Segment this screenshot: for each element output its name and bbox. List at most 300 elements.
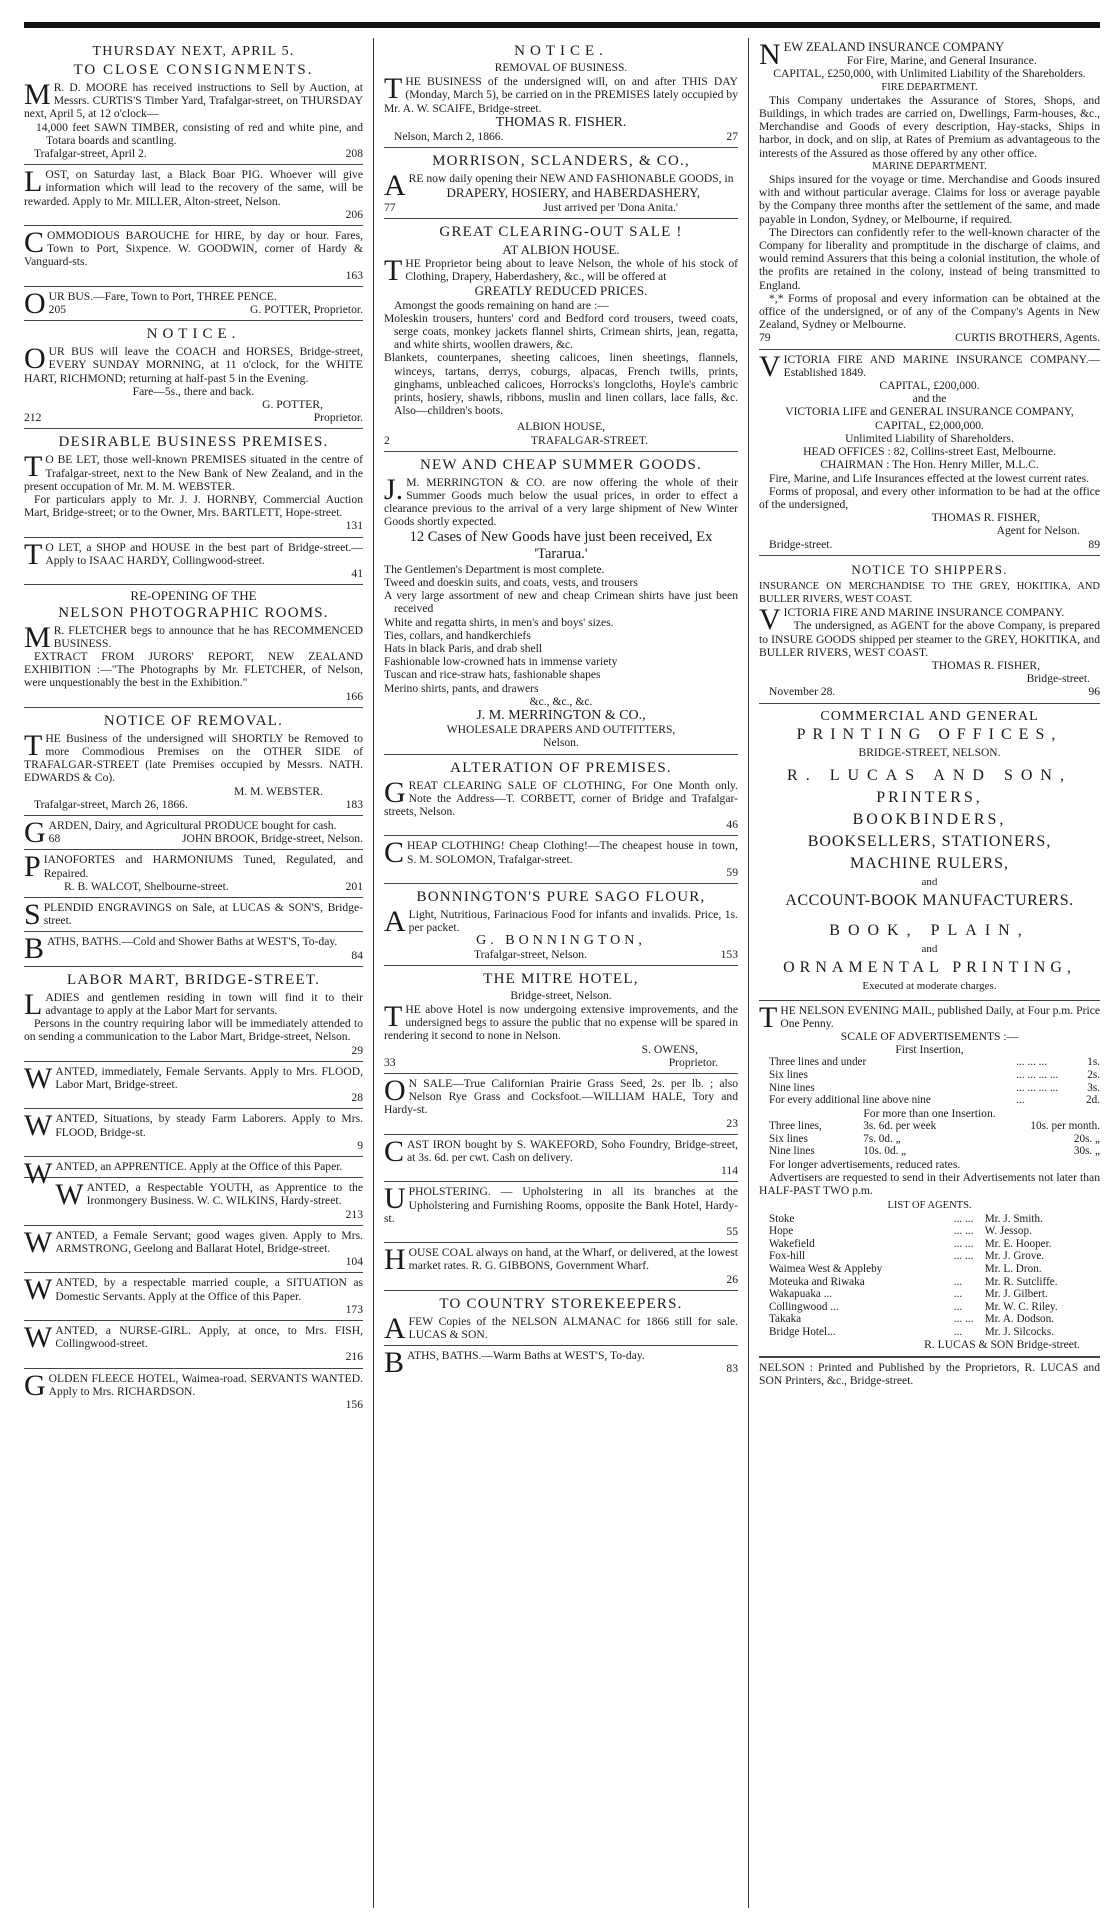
agent-name: Mr. W. C. Riley.	[984, 1300, 1058, 1313]
albion-sign2: TRAFALGAR-STREET.	[530, 433, 648, 447]
agent-name: Mr. J. Smith.	[984, 1212, 1043, 1225]
barouche-num: 163	[345, 268, 363, 282]
mail-lucas: R. LUCAS & SON Bridge-street.	[924, 1338, 1080, 1352]
sago-title: BONNINGTON'S PURE SAGO FLOUR,	[416, 888, 706, 905]
premises-title: DESIRABLE BUSINESS PREMISES.	[58, 434, 329, 451]
baths-ad	[24, 932, 363, 966]
sago-sign2: Trafalgar-street, Nelson.	[474, 947, 587, 961]
mitre-body: THE above Hotel is now undergoing extensive improvements, and the undersigned begs to assure the public that no expense will be spared in rendering it second to none in Nelson.	[384, 999, 738, 1043]
engravings-ad	[24, 898, 363, 932]
agent-place: Takaka	[769, 1313, 802, 1326]
country-title: TO COUNTRY STOREKEEPERS.	[439, 1295, 683, 1312]
victoria-unlimited: Unlimited Liability of Shareholders.	[845, 431, 1014, 445]
rate-b: 20s. „	[1073, 1132, 1100, 1145]
bus-notice-num: 212	[24, 411, 42, 425]
labor-mart-ad	[24, 967, 363, 1062]
uphol-body: UPHOLSTERING. — Upholstering in all its branches at the Upholstering and Furnishing Rooms, opposite the Bank Hotel, Hardy-st.	[384, 1182, 738, 1225]
evening-mail-ad	[759, 1001, 1100, 1357]
shippers-body: The undersigned, as AGENT for the above Company, is prepared to INSURE GOODS shipped per steamer to the GREY, HOKITIKA, and BULLER RIVERS, WEST COAST.	[759, 619, 1100, 659]
sago-sign1: G. BONNINGTON,	[476, 933, 646, 949]
labor-title: LABOR MART, BRIDGE-STREET.	[66, 971, 321, 988]
printing-t1: COMMERCIAL AND GENERAL	[820, 708, 1039, 724]
premises-body1: TO BE LET, those well-known PREMISES situated in the centre of Trafalgar-street, next to the New Bank of New Zealand, and in the present occupation of Mr. M. M. WEBSTER.	[24, 450, 363, 493]
agent-row	[759, 1225, 1100, 1238]
nzins-forms: *,* Forms of proposal and every information can be obtained at the office of the undersigned, or of any of the Company's Agents in New Zealand, Sydney or Melbourne.	[759, 291, 1100, 332]
mitre-sign2: Proprietor.	[668, 1055, 718, 1069]
rates-table-first	[759, 1056, 1100, 1106]
albion-sign1: ALBION HOUSE,	[516, 420, 606, 434]
victoria-chair: CHAIRMAN : The Hon. Henry Miller, M.L.C.	[820, 458, 1039, 472]
morrison-num: 77	[384, 200, 396, 214]
rate-row	[759, 1094, 1100, 1107]
rate-row	[759, 1120, 1100, 1133]
agent-dots: ...	[953, 1325, 963, 1338]
printing-t11: BOOK, PLAIN,	[829, 922, 1030, 940]
merrington-ad	[384, 452, 738, 755]
fisher-notice-title: NOTICE.	[514, 43, 608, 59]
rate-a: 3s. 6d. per week	[863, 1119, 937, 1132]
garden-sign: JOHN BROOK, Bridge-street, Nelson.	[182, 832, 363, 846]
piano-num: 201	[345, 879, 363, 893]
alteration-ad	[384, 755, 738, 837]
rate-row	[759, 1082, 1100, 1095]
agent-row	[759, 1250, 1100, 1263]
albion-list2: Blankets, counterpanes, sheeting calicoes, linen sheetings, flannels, winceys, tartans, derrys, coburgs, alpacas, French twills, prints, ginghams, unbleached calicoes, Horrocks's longcloths, Hoyle's cambric prints, hosiery, shawls, ribbons, muslin and linen collars, lace falls, &c. Also—children's boots.	[384, 351, 738, 418]
w7-body: WANTED, a NURSE-GIRL. Apply, at once, to Mrs. FISH, Collingwood-street.	[24, 1321, 363, 1355]
agent-place: Moteuka and Riwaka	[769, 1275, 865, 1288]
nzins-marinebody: Ships insured for the voyage or time. Merchandise and Goods insured with and without particular average. Claims for loss or average payable by the Company three months after the settlement of the same, and made payable in London, Sydney, or Melbourne, if required.	[759, 173, 1100, 226]
agent-dots	[954, 1263, 985, 1276]
mitre-ad	[384, 966, 738, 1074]
imprint-text: NELSON : Printed and Published by the Proprietors, R. LUCAS and SON Printers, &c., Bridge-street.	[759, 1360, 1100, 1387]
iron-num: 114	[721, 1164, 738, 1178]
photo-ad	[24, 585, 363, 707]
labor-body1: LADIES and gentlemen residing in town will find it to their advantage to apply at the Labor Mart for servants.	[24, 987, 363, 1021]
bus-fare-ad	[24, 287, 363, 321]
w6-num: 173	[345, 1302, 363, 1316]
shippers-ad	[759, 556, 1100, 704]
rate-b: 10s. per month.	[1030, 1119, 1100, 1132]
rate-a: 10s. 0d. „	[863, 1145, 907, 1158]
rate-a: 7s. 0d. „	[863, 1132, 901, 1145]
morrison-arrived: Just arrived per 'Dona Anita.'	[543, 200, 678, 214]
w4-body: WANTED, a Respectable YOUTH, as Apprentice to the Ironmongery Business. W. C. WILKINS, Hardy-street.	[55, 1178, 363, 1212]
garden-num: 68	[48, 832, 61, 846]
printing-t13: ORNAMENTAL PRINTING,	[783, 959, 1076, 977]
merrington-etc: &c., &c., &c.	[529, 694, 593, 708]
agent-name: Mr. A. Dodson.	[984, 1313, 1055, 1326]
iron-ad	[384, 1135, 738, 1183]
merrington-body: J.M. MERRINGTON & CO. are now offering the whole of their Summer Goods much below the usual prices, in order to effect a clearance previous to the arrival of a very large shipment of New Winter Goods shortly expected.	[384, 472, 738, 529]
agent-name: Mr. E. Hooper.	[984, 1237, 1052, 1250]
w2-body: WANTED, Situations, by steady Farm Laborers. Apply to Mrs. FLOOD, Bridge-st.	[24, 1109, 363, 1143]
rate-label: Six lines	[769, 1132, 808, 1145]
barouche-ad	[24, 226, 363, 287]
moore-date: THURSDAY NEXT, APRIL 5.	[92, 44, 295, 59]
wanted-4-ad	[24, 1178, 363, 1226]
printing-t2: PRINTING OFFICES,	[796, 725, 1063, 743]
rate-price: 2d.	[1086, 1094, 1100, 1107]
agent-dots: ... ...	[953, 1212, 974, 1225]
grass-body: ON SALE—True Californian Prairie Grass Seed, 2s. per lb. ; also Nelson Rye Grass and Cocksfoot.—WILLIAM HALE, Tory and Hardy-st.	[384, 1073, 738, 1117]
merrington-sign2: WHOLESALE DRAPERS AND OUTFITTERS,	[446, 723, 676, 737]
rate-label: Six lines	[769, 1068, 808, 1081]
agent-row	[759, 1238, 1100, 1251]
agent-place: Fox-hill	[769, 1250, 806, 1263]
nzins-directors: The Directors can confidently refer to the well-known character of the Company for liberality and promptitude in the discharge of claims, and would remind Assurers that this being a colonial institution, the whole of the profits are retained in the colony, instead of being transmitted to England.	[759, 225, 1100, 292]
rate-label: Nine lines	[769, 1145, 815, 1158]
agent-row	[759, 1301, 1100, 1314]
agent-row	[759, 1326, 1100, 1339]
rate-row	[759, 1056, 1100, 1069]
rates-table-more	[759, 1120, 1100, 1158]
mail-request: Advertisers are requested to send in their Advertisements not later than HALF-PAST TWO p.m.	[759, 1170, 1100, 1198]
garden-ad	[24, 816, 363, 850]
rate-price: 1s.	[1087, 1056, 1100, 1069]
agent-row	[759, 1288, 1100, 1301]
engravings-body: SPLENDID ENGRAVINGS on Sale, at LUCAS & SON'S, Bridge-street.	[24, 897, 363, 931]
golden-num: 156	[345, 1398, 363, 1412]
agent-dots: ...	[953, 1275, 963, 1288]
bus-body: OUR BUS.—Fare, Town to Port, THREE PENCE.	[24, 286, 277, 320]
printing-t14: Executed at moderate charges.	[862, 980, 997, 993]
rate-dots: ... ... ... ...	[1016, 1081, 1059, 1094]
merrington-cases: 12 Cases of New Goods have just been received, Ex 'Tararua.'	[409, 528, 713, 562]
printing-t10: ACCOUNT-BOOK MANUFACTURERS.	[785, 892, 1074, 910]
shop-ad	[24, 538, 363, 586]
albion-title: GREAT CLEARING-OUT SALE !	[439, 223, 683, 240]
fisher-notice-num: 27	[726, 130, 738, 144]
victoria-num: 89	[1088, 537, 1100, 551]
w4-num: 213	[345, 1207, 363, 1221]
morrison-body: ARE now daily opening their NEW AND FASHIONABLE GOODS, in	[384, 169, 734, 203]
nzins-capital: CAPITAL, £250,000, with Unlimited Liability of the Shareholders.	[773, 67, 1086, 81]
uphol-num: 55	[726, 1225, 738, 1239]
victoria-cap2: CAPITAL, £2,000,000.	[875, 418, 984, 432]
w5-body: WANTED, a Female Servant; good wages given. Apply to Mrs. ARMSTRONG, Geelong and Ballarat Hotel, Bridge-street.	[24, 1225, 363, 1259]
victoria-sign2: Agent for Nelson.	[996, 524, 1080, 538]
baths-body: BATHS, BATHS.—Cold and Shower Baths at WEST'S, To-day.	[24, 932, 338, 966]
agent-name: Mr. J. Silcocks.	[984, 1325, 1055, 1338]
agent-place: Stoke	[769, 1212, 795, 1225]
photo-body2: EXTRACT FROM JURORS' REPORT, NEW ZEALAND EXHIBITION :—"The Photographs by Mr. FLETCHER, of Nelson, were unquestionably the best in the Exhibition."	[24, 649, 363, 690]
rate-row	[759, 1133, 1100, 1146]
printing-t12: and	[921, 943, 938, 956]
agent-name: W. Jessop.	[984, 1225, 1032, 1238]
merrington-item: Merino shirts, pants, and drawers	[384, 681, 539, 695]
mitre-num: 33	[384, 1055, 396, 1069]
victoria-sign1: THOMAS R. FISHER,	[931, 511, 1040, 525]
coal-num: 26	[726, 1272, 738, 1286]
nzins-sub: For Fire, Marine, and General Insurance.	[846, 54, 1037, 68]
agent-name: Mr. J. Grove.	[984, 1250, 1045, 1263]
coal-body: HOUSE COAL always on hand, at the Wharf, or delivered, at the lowest market rates. R. G. GIBBONS, Government Wharf.	[384, 1243, 738, 1277]
pig-num: 206	[345, 207, 363, 221]
agent-name: Mr. J. Gilbert.	[984, 1288, 1048, 1301]
victoria-ad	[759, 350, 1100, 556]
shop-num: 41	[351, 567, 363, 581]
alteration-title: ALTERATION OF PREMISES.	[450, 759, 672, 776]
alteration-body: GREAT CLEARING SALE OF CLOTHING, For One Month only. Note the Address—T. CORBETT, corner of Bridge and Trafalgar-streets, Nelson.	[384, 775, 738, 818]
rate-row	[759, 1145, 1100, 1158]
albion-list1: Moleskin trousers, hunters' cord and Bedford cord trousers, tweed coats, serge coats, monkey jackets flannel shirts, Crimean shirts, jean, regatta, and white shirts, woollen drawers, &c.	[384, 311, 738, 352]
upholstering-ad	[384, 1182, 738, 1243]
removal-sign: M. M. WEBSTER.	[233, 784, 323, 798]
labor-body2: Persons in the country requiring labor will be immediately attended to on sending a communication to the Labor Mart, Bridge-street, Nelson.	[24, 1017, 363, 1044]
agent-dots: ...	[953, 1300, 963, 1313]
moore-num: 208	[345, 147, 363, 161]
agent-row	[759, 1313, 1100, 1326]
w6-body: WANTED, by a respectable married couple, a SITUATION as Domestic Servants. Apply at the Office of this Paper.	[24, 1273, 363, 1307]
golden-body: GOLDEN FLEECE HOTEL, Waimea-road. SERVANTS WANTED. Apply to Mrs. RICHARDSON.	[24, 1368, 363, 1402]
bus-notice-sign2: Proprietor.	[313, 411, 363, 425]
merrington-item: Fashionable low-crowned hats in immense variety	[384, 655, 618, 669]
warm-baths-num: 83	[726, 1362, 738, 1376]
wanted-1-ad	[24, 1062, 363, 1110]
nz-insurance-ad	[759, 38, 1100, 350]
agent-name: Mr. R. Sutcliffe.	[984, 1275, 1058, 1288]
agent-name: Mr. L. Dron.	[984, 1262, 1042, 1275]
garden-body: GARDEN, Dairy, and Agricultural PRODUCE bought for cash.	[24, 815, 337, 849]
fisher-notice-sign: THOMAS R. FISHER.	[495, 114, 627, 130]
labor-num: 29	[351, 1043, 363, 1057]
merrington-sign3: Nelson.	[543, 736, 579, 750]
piano-ad	[24, 850, 363, 898]
fisher-notice-sub: REMOVAL OF BUSINESS.	[494, 62, 628, 74]
lost-pig-ad	[24, 165, 363, 226]
printing-t3: BRIDGE-STREET, NELSON.	[858, 746, 1001, 759]
cheap-clothing-ad	[384, 836, 738, 884]
morrison-title: MORRISON, SCLANDERS, & CO.,	[432, 153, 690, 170]
agent-dots: ... ...	[953, 1237, 974, 1250]
photo-body1: MR. FLETCHER begs to announce that he has RECOMMENCED BUSINESS.	[24, 620, 363, 654]
printing-t6: BOOKBINDERS,	[852, 810, 1007, 828]
victoria-head: HEAD OFFICES : 82, Collins-street East, Melbourne.	[803, 445, 1056, 459]
top-rule	[24, 22, 1100, 28]
removal-title: NOTICE OF REMOVAL.	[103, 712, 284, 729]
printing-t5: PRINTERS,	[876, 788, 983, 806]
moore-body: MR. D. MOORE has received instructions to Sell by Auction, at Messrs. CURTIS'S Timber Yard, Trafalgar-street, on THURSDAY next, April 5, at 12 o'clock—	[24, 78, 363, 121]
albion-prices: GREATLY REDUCED PRICES.	[474, 283, 648, 299]
shop-body: TO LET, a SHOP and HOUSE in the best part of Bridge-street.—Apply to ISAAC HARDY, Collingwood-street.	[24, 537, 363, 571]
printing-t7: BOOKSELLERS, STATIONERS,	[807, 832, 1052, 850]
mail-agents-title: LIST OF AGENTS.	[887, 1200, 972, 1212]
piano-body: PIANOFORTES and HARMONIUMS Tuned, Regulated, and Repaired.	[24, 850, 363, 884]
nzins-fire: FIRE DEPARTMENT.	[881, 81, 978, 93]
columns	[24, 38, 1100, 1908]
printing-t8: MACHINE RULERS,	[849, 854, 1009, 872]
merrington-sign1: J. M. MERRINGTON & CO.,	[476, 707, 646, 723]
merrington-item: Hats in black Paris, and drab shell	[384, 641, 543, 655]
wanted-3-ad	[24, 1157, 363, 1190]
pig-body: LOST, on Saturday last, a Black Boar PIG. Whoever will give information which will lead to the recovery of the same, will be rewarded. Apply to Mr. MILLER, Alton-street, Nelson.	[24, 165, 363, 208]
mail-body: THE NELSON EVENING MAIL, published Daily, at Four p.m. Price One Penny.	[759, 1000, 1100, 1034]
agent-row	[759, 1263, 1100, 1276]
victoria-cap1: CAPITAL, £200,000.	[879, 379, 980, 393]
rate-price: 2s.	[1087, 1068, 1100, 1081]
shippers-place: November 28.	[769, 685, 836, 699]
mitre-sub: Bridge-street, Nelson.	[510, 989, 612, 1002]
warm-baths-body: BATHS, BATHS.—Warm Baths at WEST'S, To-day.	[384, 1346, 645, 1380]
victoria-place: Bridge-street.	[769, 537, 833, 551]
premises-body2: For particulars apply to Mr. J. J. HORNBY, Commercial Auction Mart, Bridge-street; or to the Owner, Mrs. BARTLETT, Hope-street.	[24, 493, 363, 520]
mitre-sign1: S. OWENS,	[641, 1042, 698, 1056]
bus-sign: G. POTTER, Proprietor.	[249, 303, 363, 317]
bus-notice-ad	[24, 321, 363, 429]
agent-row	[759, 1213, 1100, 1226]
merrington-items	[384, 576, 738, 695]
fisher-notice-place: Nelson, March 2, 1866.	[394, 130, 504, 144]
agents-table	[759, 1213, 1100, 1339]
morrison-ad	[384, 148, 738, 219]
shippers-sign1: THOMAS R. FISHER,	[931, 658, 1040, 672]
sago-body: ALight, Nutritious, Farinacious Food for infants and invalids. Price, 1s. per packet.	[384, 904, 738, 938]
wanted-7-ad	[24, 1321, 363, 1369]
photo-title2: NELSON PHOTOGRAPHIC ROOMS.	[58, 604, 329, 621]
printing-t4: R. LUCAS AND SON,	[787, 766, 1072, 784]
printing-t9: and	[921, 875, 938, 888]
baths-num: 84	[351, 948, 363, 962]
w2-num: 9	[357, 1138, 363, 1152]
merrington-gent: The Gentlemen's Department is most complete.	[384, 562, 605, 576]
bus-notice-fare: Fare—5s., there and back.	[132, 384, 255, 398]
nzins-num: 79	[759, 331, 771, 345]
bus-notice-body: OUR BUS will leave the COACH and HORSES, Bridge-street, EVERY SUNDAY MORNING, at 11 o'clock, for the WHITE HART, RICHMOND; returning at half-past 5 in the Evening.	[24, 342, 363, 385]
moore-title: TO CLOSE CONSIGNMENTS.	[73, 62, 314, 78]
rate-label: Nine lines	[769, 1081, 815, 1094]
grass-num: 23	[726, 1116, 738, 1130]
agent-dots: ... ...	[953, 1225, 974, 1238]
albion-ad	[384, 219, 738, 452]
rate-row	[759, 1069, 1100, 1082]
agent-dots: ...	[953, 1288, 963, 1301]
merrington-item: Ties, collars, and handkerchiefs	[384, 628, 531, 642]
sago-num: 153	[720, 947, 738, 961]
wanted-6-ad	[24, 1273, 363, 1321]
agent-place: Collingwood ...	[769, 1300, 839, 1313]
agent-place: Wakefield	[769, 1237, 815, 1250]
bus-notice-title: NOTICE.	[146, 326, 241, 343]
victoria-title2: VICTORIA LIFE and GENERAL INSURANCE COMPANY,	[785, 405, 1074, 419]
albion-sub: AT ALBION HOUSE.	[502, 241, 620, 257]
merrington-item: Tweed and doeskin suits, and coats, vests, and trousers	[384, 575, 638, 589]
moore-place: Trafalgar-street, April 2.	[34, 147, 147, 161]
rate-label: For every additional line above nine	[769, 1094, 931, 1107]
victoria-title: VICTORIA FIRE AND MARINE INSURANCE COMPANY.—Established 1849.	[759, 349, 1100, 383]
removal-place: Trafalgar-street, March 26, 1866.	[34, 797, 188, 811]
victoria-body2: Forms of proposal, and every other information to be had at the office of the undersigned,	[759, 484, 1100, 511]
fisher-notice-body: THE BUSINESS of the undersigned will, on and after THIS DAY (Monday, March 5), be carried on in the PREMISES lately occupied by Mr. A. W. SCAIFE, Bridge-street.	[384, 72, 738, 115]
moore-item: 14,000 feet SAWN TIMBER, consisting of red and white pine, and Totara boards and scantling.	[36, 120, 363, 147]
merrington-item: Tuscan and rice-straw hats, fashionable shapes	[384, 668, 601, 682]
agent-dots: ... ...	[953, 1250, 974, 1263]
barouche-body: COMMODIOUS BAROUCHE for HIRE, by day or hour. Fares, Town to Port, Sixpence. W. GOODWIN, corner of Hardy & Vanguard-sts.	[24, 226, 363, 269]
column-1	[24, 38, 374, 1908]
shippers-title: NOTICE TO SHIPPERS.	[851, 561, 1008, 577]
imprint	[759, 1357, 1100, 1391]
rate-label: Three lines,	[769, 1119, 822, 1132]
premises-ad	[24, 429, 363, 537]
w1-num: 28	[351, 1091, 363, 1105]
rate-dots: ...	[1016, 1094, 1025, 1107]
column-2	[374, 38, 749, 1908]
column-3	[749, 38, 1100, 1908]
rate-dots: ... ... ... ...	[1016, 1068, 1059, 1081]
rate-price: 3s.	[1087, 1081, 1100, 1094]
mail-more: For more than one Insertion.	[863, 1106, 996, 1120]
albion-amongst: Amongst the goods remaining on hand are :—	[394, 298, 609, 312]
bus-notice-sign1: G. POTTER,	[262, 398, 323, 412]
albion-body: THE Proprietor being about to leave Nelson, the whole of his stock of Clothing, Drapery, Haberdashery, &c., will be offered at	[384, 254, 738, 288]
grass-ad	[384, 1074, 738, 1135]
shippers-sign2: Bridge-street.	[1026, 672, 1090, 686]
mitre-title: THE MITRE HOTEL,	[483, 970, 639, 987]
premises-num: 131	[345, 519, 363, 533]
removal-ad	[24, 708, 363, 816]
printing-ad	[759, 704, 1100, 1001]
agent-dots: ... ...	[953, 1313, 974, 1326]
merrington-item: A very large assortment of new and cheap Crimean shirts have just been received	[384, 589, 738, 616]
merrington-item: White and regatta shirts, in men's and boys' sizes.	[384, 615, 614, 629]
w7-num: 216	[345, 1350, 363, 1364]
nzins-title: NEW ZEALAND INSURANCE COMPANY	[759, 38, 1005, 71]
w5-num: 104	[345, 1255, 363, 1269]
shippers-num: 96	[1088, 685, 1100, 699]
country-body: AFEW Copies of the NELSON ALMANAC for 1866 still for sale. LUCAS & SON.	[384, 1311, 738, 1345]
coal-ad	[384, 1243, 738, 1291]
fisher-notice-ad	[384, 38, 738, 148]
photo-num: 166	[345, 689, 363, 703]
cheap-body: CHEAP CLOTHING! Cheap Clothing!—The cheapest house in town, S. M. SOLOMON, Trafalgar-street.	[384, 836, 738, 870]
iron-body: CAST IRON bought by S. WAKEFORD, Soho Foundry, Bridge-street, at 3s. 6d. per cwt. Cash on delivery.	[384, 1134, 738, 1168]
nzins-marine: MARINE DEPARTMENT.	[872, 160, 987, 172]
warm-baths-ad	[384, 1346, 738, 1379]
piano-sign: R. B. WALCOT, Shelbourne-street.	[64, 879, 229, 893]
victoria-body1: Fire, Marine, and Life Insurances effected at the lowest current rates.	[769, 471, 1090, 485]
albion-num: 2	[384, 433, 390, 447]
victoria-and: and the	[912, 392, 947, 406]
golden-fleece-ad	[24, 1369, 363, 1416]
mail-first: First Insertion,	[895, 1043, 964, 1057]
mail-scale: SCALE OF ADVERTISEMENTS :—	[840, 1029, 1019, 1043]
agent-place: Bridge Hotel...	[769, 1325, 836, 1338]
alteration-num: 46	[726, 818, 738, 832]
agent-place: Waimea West & Appleby	[769, 1262, 883, 1275]
agent-row	[759, 1276, 1100, 1289]
removal-body: THE Business of the undersigned will SHORTLY be Removed to more Commodious Premises on the OTHER SIDE of TRAFALGAR-STREET (late Premises occupied by Messrs. NATH. EDWARDS & Co).	[24, 728, 363, 785]
rate-dots: ... ... ...	[1016, 1056, 1048, 1069]
country-ad	[384, 1291, 738, 1346]
w3-body: WANTED, an APPRENTICE. Apply at the Office of this Paper.	[24, 1157, 343, 1190]
bus-num: 205	[48, 303, 67, 317]
photo-title1: RE-OPENING OF THE	[130, 588, 257, 604]
sago-ad	[384, 884, 738, 966]
shippers-title2: VICTORIA FIRE AND MARINE INSURANCE COMPANY.	[759, 603, 1065, 637]
shippers-sub: INSURANCE ON MERCHANDISE TO THE GREY, HOKITIKA, AND BULLER RIVERS, WEST COAST.	[759, 580, 1100, 605]
morrison-line: DRAPERY, HOSIERY, and HABERDASHERY,	[446, 185, 701, 201]
mail-longer: For longer advertisements, reduced rates.	[769, 1157, 961, 1171]
agent-place: Hope	[769, 1225, 794, 1238]
nzins-sign: CURTIS BROTHERS, Agents.	[955, 331, 1100, 345]
removal-num: 183	[345, 797, 363, 811]
rate-b: 30s. „	[1073, 1145, 1100, 1158]
merrington-title: NEW AND CHEAP SUMMER GOODS.	[419, 456, 702, 473]
rate-label: Three lines and under	[769, 1056, 867, 1069]
wanted-5-ad	[24, 1226, 363, 1274]
wanted-2-ad	[24, 1109, 363, 1157]
nzins-firebody: This Company undertakes the Assurance of Stores, Shops, and Buildings, in which trades are carried on, Dwellings, Farm-houses, &c., Merchandise and Goods of every description, Hay-stacks, Ships in harbor, in dock, and on slip, at Rates of Premium as advantageous to the interests of the Assured as those offered by any other office.	[759, 93, 1100, 160]
cheap-num: 59	[726, 865, 738, 879]
